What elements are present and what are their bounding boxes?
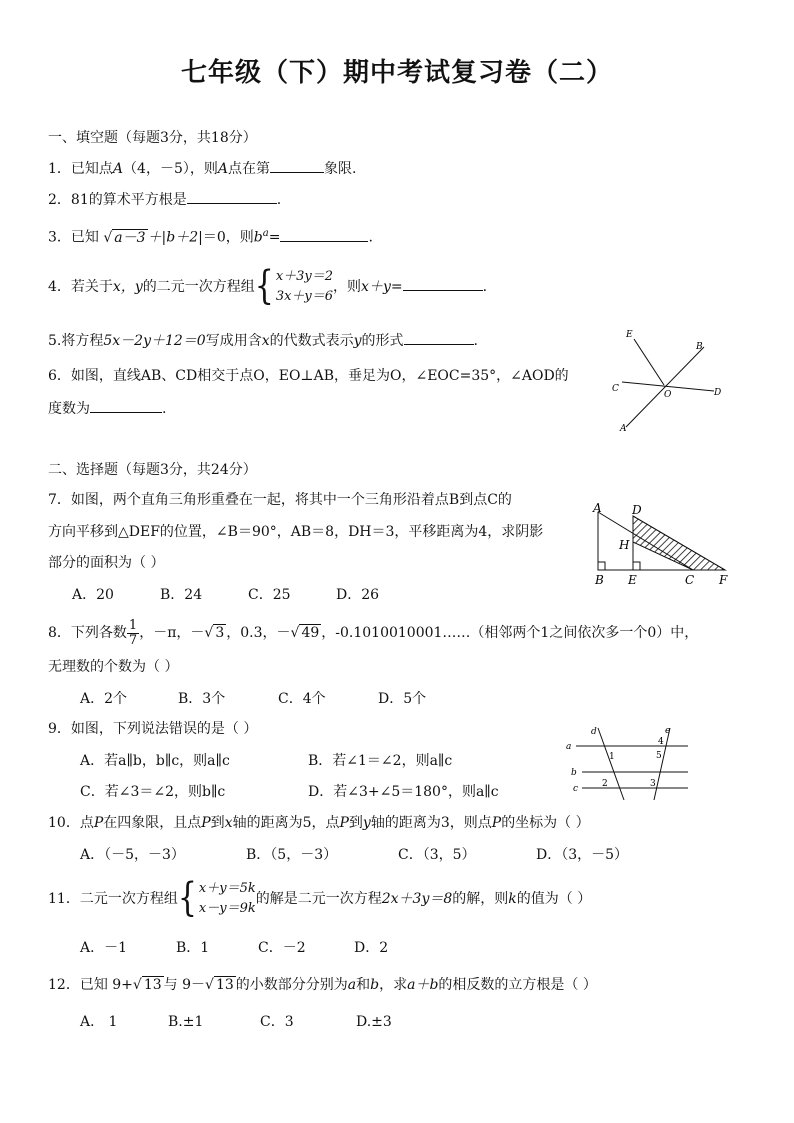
- question-4: 4．若关于x，y的二元一次方程组{ x＋3y＝2 3x＋y＝6 ，则x＋y= .: [48, 263, 488, 310]
- question-8-continued: 无理数的个数为（ ）: [48, 659, 179, 675]
- square-root: √ 49: [290, 625, 320, 641]
- label-a: a: [566, 742, 572, 752]
- question-1: 1．已知点A（4，－5），则A点在第 象限.: [48, 158, 356, 179]
- question-8-options: [80, 689, 426, 709]
- option-a[interactable]: A．－1: [80, 940, 128, 956]
- label-d: D: [632, 503, 642, 517]
- label-a: A: [620, 424, 627, 434]
- label-e: E: [628, 573, 637, 586]
- label-e: E: [626, 330, 633, 340]
- option-b[interactable]: B.±1: [168, 1014, 204, 1030]
- label-e: e: [665, 726, 671, 736]
- line-d: [598, 728, 624, 800]
- label-h: H: [619, 538, 630, 552]
- answer-blank[interactable]: [270, 158, 324, 173]
- option-d[interactable]: D．2: [354, 940, 389, 956]
- option-d[interactable]: D．若∠3+∠5＝180°，则a∥c: [308, 784, 499, 800]
- question-2: 2．81的算术平方根是 .: [48, 189, 281, 210]
- fraction: $\frac{1}{7}$: [128, 617, 138, 648]
- option-d[interactable]: D．（3，－5）: [536, 847, 629, 863]
- option-a[interactable]: A．2个: [80, 691, 128, 707]
- figure-parallel-lines: [562, 724, 694, 802]
- question-9: 9．如图，下列说法错误的是（ ）: [48, 721, 258, 737]
- answer-blank[interactable]: [404, 330, 474, 345]
- square-root: √ 13: [132, 977, 162, 993]
- option-a[interactable]: A．（－5，－3）: [80, 847, 185, 863]
- question-7-options: [72, 585, 379, 605]
- question-6: 6．如图，直线AB、CD相交于点O，EO⊥AB，垂足为O，∠EOC=35°，∠AOD的: [48, 368, 569, 384]
- angle-1: 1: [609, 752, 615, 762]
- question-8: 8．下列各数 $\frac{1}{7}$ ，－π，－√ 3 ，0.3，－√ 49 ，-0.1010010001……（相邻两个1之间依次多一个0）中，: [48, 616, 698, 650]
- square-root: √ a－3: [103, 229, 146, 246]
- angle-4: 4: [658, 737, 664, 747]
- question-12-options: [80, 1012, 392, 1032]
- question-10-options: [80, 845, 628, 865]
- label-o: O: [664, 390, 672, 400]
- figure-triangles: [588, 498, 738, 586]
- triangle-abc: [598, 512, 693, 570]
- answer-blank[interactable]: [187, 189, 277, 204]
- option-a[interactable]: A．若a∥b，b∥c，则a∥c: [80, 753, 230, 769]
- option-a[interactable]: A．20: [72, 587, 114, 603]
- option-d[interactable]: D．5个: [378, 691, 427, 707]
- option-c[interactable]: C．（3，5）: [398, 847, 476, 863]
- question-7-line-2: 方向平移到△DEF的位置，∠B＝90°，AB＝8，DH＝3，平移距离为4，求阴影: [48, 524, 544, 540]
- label-f: F: [719, 573, 728, 586]
- option-d[interactable]: D.±3: [356, 1014, 392, 1030]
- line-eo: [634, 339, 664, 385]
- label-c: C: [612, 384, 619, 394]
- question-9-options-row-2: [80, 782, 499, 802]
- equation-system: x＋y＝5k x－y＝9k: [198, 881, 256, 916]
- page-title: 七年级（下）期中考试复习卷（二）: [180, 58, 613, 88]
- equation-brace: {: [254, 263, 274, 310]
- angle-5: 5: [656, 751, 662, 761]
- option-b[interactable]: B．24: [160, 587, 203, 603]
- option-b[interactable]: B．1: [176, 940, 210, 956]
- question-6-continued: 度数为 .: [48, 398, 166, 419]
- option-c[interactable]: C．－2: [258, 940, 306, 956]
- option-b[interactable]: B．3个: [178, 691, 226, 707]
- label-c: C: [685, 573, 695, 586]
- question-11: 11．二元一次方程组{ x＋y＝5k x－y＝9k 的解是二元一次方程2x＋3y＝8的解，则k的值为（ ）: [48, 875, 592, 922]
- question-3: 3．已知 √ a－3 ＋|b＋2|＝0，则$b^a=$ .: [48, 228, 373, 246]
- option-b[interactable]: B．若∠1＝∠2，则a∥c: [308, 753, 453, 769]
- question-12: 12．已知 9+√ 13 与 9－√ 13 的小数部分分别为a和b，求a＋b的相反数的立方根是（ ）: [48, 977, 597, 993]
- angle-2: 2: [602, 779, 608, 789]
- label-d: D: [714, 388, 722, 398]
- square-root: √ 13: [205, 977, 234, 993]
- answer-blank[interactable]: [403, 276, 483, 291]
- label-b: b: [571, 768, 577, 778]
- option-d[interactable]: D．26: [336, 587, 380, 603]
- right-angle-e: [633, 562, 640, 570]
- question-7-line-3: 部分的面积为（ ）: [48, 555, 165, 571]
- angle-3: 3: [650, 779, 656, 789]
- question-10: 10．点P在四象限，且点P到x轴的距离为5，点P到y轴的距离为3，则点P的坐标为（ ）: [48, 815, 590, 831]
- label-b: B: [696, 342, 703, 352]
- section-choice-heading: 二、选择题（每题3分，共24分）: [48, 462, 257, 478]
- question-5: 5.将方程5x－2y＋12＝0写成用含x的代数式表示y的形式 .: [48, 330, 478, 351]
- option-a[interactable]: A． 1: [80, 1014, 118, 1030]
- equation-brace: {: [177, 875, 197, 922]
- answer-blank[interactable]: [90, 398, 162, 413]
- square-root: √ 3: [204, 625, 225, 641]
- question-9-options-row-1: [80, 751, 452, 771]
- label-a: A: [593, 501, 602, 515]
- option-c[interactable]: C．25: [248, 587, 291, 603]
- label-c: c: [573, 784, 579, 794]
- line-ab: [626, 347, 704, 427]
- section-fill-blank-heading: 一、填空题（每题3分，共18分）: [48, 130, 257, 146]
- question-11-options: [80, 938, 388, 958]
- option-c[interactable]: C．若∠3＝∠2，则b∥c: [80, 784, 226, 800]
- label-d: d: [591, 727, 597, 737]
- equation-system: x＋3y＝2 3x＋y＝6: [275, 269, 334, 304]
- option-c[interactable]: C．4个: [278, 691, 326, 707]
- option-c[interactable]: C．3: [260, 1014, 294, 1030]
- right-angle-b: [598, 562, 605, 570]
- answer-blank[interactable]: [280, 227, 368, 242]
- label-b: B: [595, 573, 604, 586]
- option-b[interactable]: B．（5，－3）: [246, 847, 338, 863]
- figure-intersecting-lines: [604, 325, 734, 435]
- question-7-line-1: 7．如图，两个直角三角形重叠在一起，将其中一个三角形沿着点B到点C的: [48, 492, 512, 508]
